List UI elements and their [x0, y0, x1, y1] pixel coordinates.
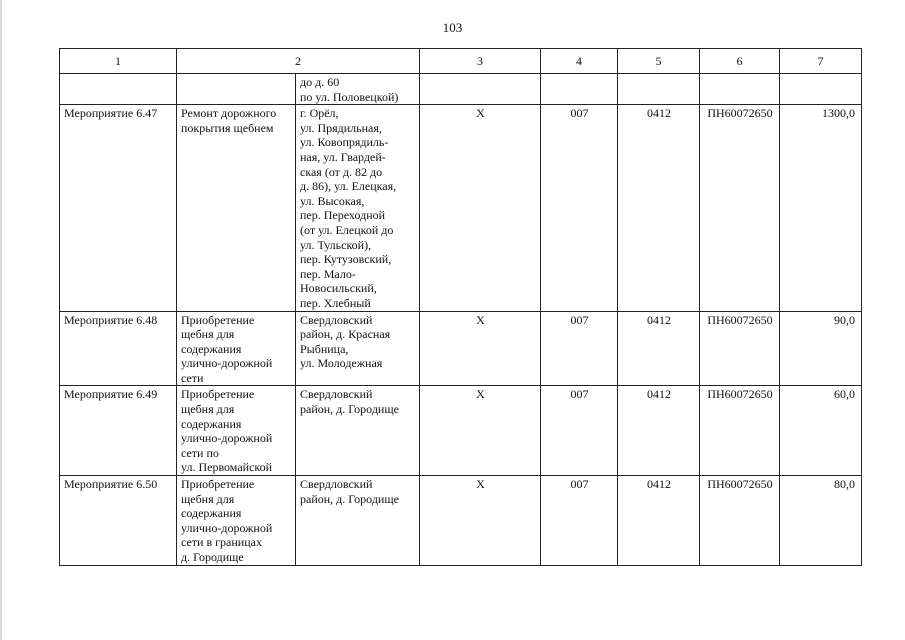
executor-cell: [420, 74, 541, 105]
budget-measures-table: [59, 48, 862, 566]
name-line: сети в границах: [181, 535, 262, 550]
csr-cell: ПН60072650: [700, 476, 780, 566]
location-cell: [296, 105, 420, 311]
csr-cell: ПН60072650: [700, 105, 780, 311]
location-line: Рыбница,: [300, 341, 349, 356]
header-cell: 1: [60, 49, 177, 74]
name-line: содержания: [181, 506, 242, 521]
location-line: район, д. Городище: [300, 491, 399, 506]
location-line: ская (от д. 82 до: [300, 164, 383, 179]
rzpr-cell: 0412: [618, 386, 700, 476]
name-line: сети: [181, 370, 204, 385]
header-cell: 6: [700, 49, 780, 74]
name-line: сети по: [181, 445, 219, 460]
name-cell: [177, 105, 296, 311]
executor-cell: Х: [420, 386, 541, 476]
name-line: улично-дорожной: [181, 520, 273, 535]
measure-cell: Мероприятие 6.47: [60, 105, 177, 311]
location-line: по ул. Половецкой): [300, 89, 399, 104]
table-row: [60, 386, 862, 476]
header-cell: 3: [420, 49, 541, 74]
name-line: д. Городище: [181, 550, 244, 564]
name-line: щебня для: [181, 491, 235, 506]
grbs-cell: 007: [541, 386, 618, 476]
name-line: щебня для: [181, 402, 235, 417]
name-line: Ремонт дорожного: [181, 106, 277, 121]
location-line: ул. Тульской),: [300, 237, 372, 252]
location-line: ул. Молодежная: [300, 356, 383, 371]
name-line: содержания: [181, 341, 242, 356]
name-line: Приобретение: [181, 387, 255, 402]
csr-cell: ПН60072650: [700, 386, 780, 476]
measure-cell: Мероприятие 6.49: [60, 386, 177, 476]
name-cell: [177, 476, 296, 566]
location-line: пер. Переходной: [300, 208, 386, 223]
header-cell: 2: [177, 49, 420, 74]
table-row: [60, 311, 862, 386]
csr-cell: ПН60072650: [700, 311, 780, 386]
amount-cell: [780, 74, 862, 105]
continuation-row: [60, 74, 862, 105]
rzpr-cell: [618, 74, 700, 105]
executor-cell: Х: [420, 105, 541, 311]
amount-cell: 60,0: [780, 386, 862, 476]
location-cell: [296, 311, 420, 386]
location-line: Свердловский: [300, 477, 373, 492]
location-cell: [296, 386, 420, 476]
measure-cell: Мероприятие 6.50: [60, 476, 177, 566]
location-line: ная, ул. Гвардей-: [300, 149, 386, 164]
measure-cell: [60, 74, 177, 105]
location-line: г. Орёл,: [300, 106, 339, 121]
name-line: Приобретение: [181, 477, 255, 492]
grbs-cell: 007: [541, 476, 618, 566]
location-line: пер. Мало-: [300, 266, 356, 281]
location-line: Новосильский,: [300, 281, 377, 296]
name-line: Приобретение: [181, 312, 255, 327]
csr-cell: [700, 74, 780, 105]
name-line: ул. Первомайской: [181, 460, 273, 475]
scan-edge: [0, 0, 2, 640]
location-line: район, д. Городище: [300, 402, 399, 417]
name-line: щебня для: [181, 327, 235, 342]
location-line: Свердловский: [300, 387, 373, 402]
grbs-cell: [541, 74, 618, 105]
grbs-cell: 007: [541, 105, 618, 311]
header-cell: 7: [780, 49, 862, 74]
executor-cell: Х: [420, 311, 541, 386]
name-cell: [177, 311, 296, 386]
location-line: ул. Прядильная,: [300, 120, 382, 135]
amount-cell: 90,0: [780, 311, 862, 386]
name-line: содержания: [181, 416, 242, 431]
location-cell: [296, 74, 420, 105]
name-line: покрытия щебнем: [181, 120, 274, 135]
location-line: (от ул. Елецкой до: [300, 222, 394, 237]
name-line: улично-дорожной: [181, 356, 273, 371]
name-cell: [177, 386, 296, 476]
location-line: Свердловский: [300, 312, 373, 327]
location-line: д. 86), ул. Елецкая,: [300, 179, 397, 194]
rzpr-cell: 0412: [618, 105, 700, 311]
rzpr-cell: 0412: [618, 311, 700, 386]
amount-cell: 80,0: [780, 476, 862, 566]
name-line: улично-дорожной: [181, 431, 273, 446]
location-line: пер. Хлебный: [300, 295, 371, 310]
table-row: [60, 476, 862, 566]
name-cell: [177, 74, 296, 105]
measure-cell: Мероприятие 6.48: [60, 311, 177, 386]
header-cell: 4: [541, 49, 618, 74]
header-cell: 5: [618, 49, 700, 74]
location-line: до д. 60: [300, 75, 340, 89]
location-line: ул. Высокая,: [300, 193, 365, 208]
location-line: район, д. Красная: [300, 327, 391, 342]
location-cell: [296, 476, 420, 566]
location-line: ул. Ковопрядиль-: [300, 135, 389, 150]
header-row: [60, 49, 862, 74]
grbs-cell: 007: [541, 311, 618, 386]
amount-cell: 1300,0: [780, 105, 862, 311]
executor-cell: Х: [420, 476, 541, 566]
page-number: 103: [442, 20, 463, 35]
table-row: [60, 105, 862, 311]
rzpr-cell: 0412: [618, 476, 700, 566]
location-line: пер. Кутузовский,: [300, 252, 392, 267]
